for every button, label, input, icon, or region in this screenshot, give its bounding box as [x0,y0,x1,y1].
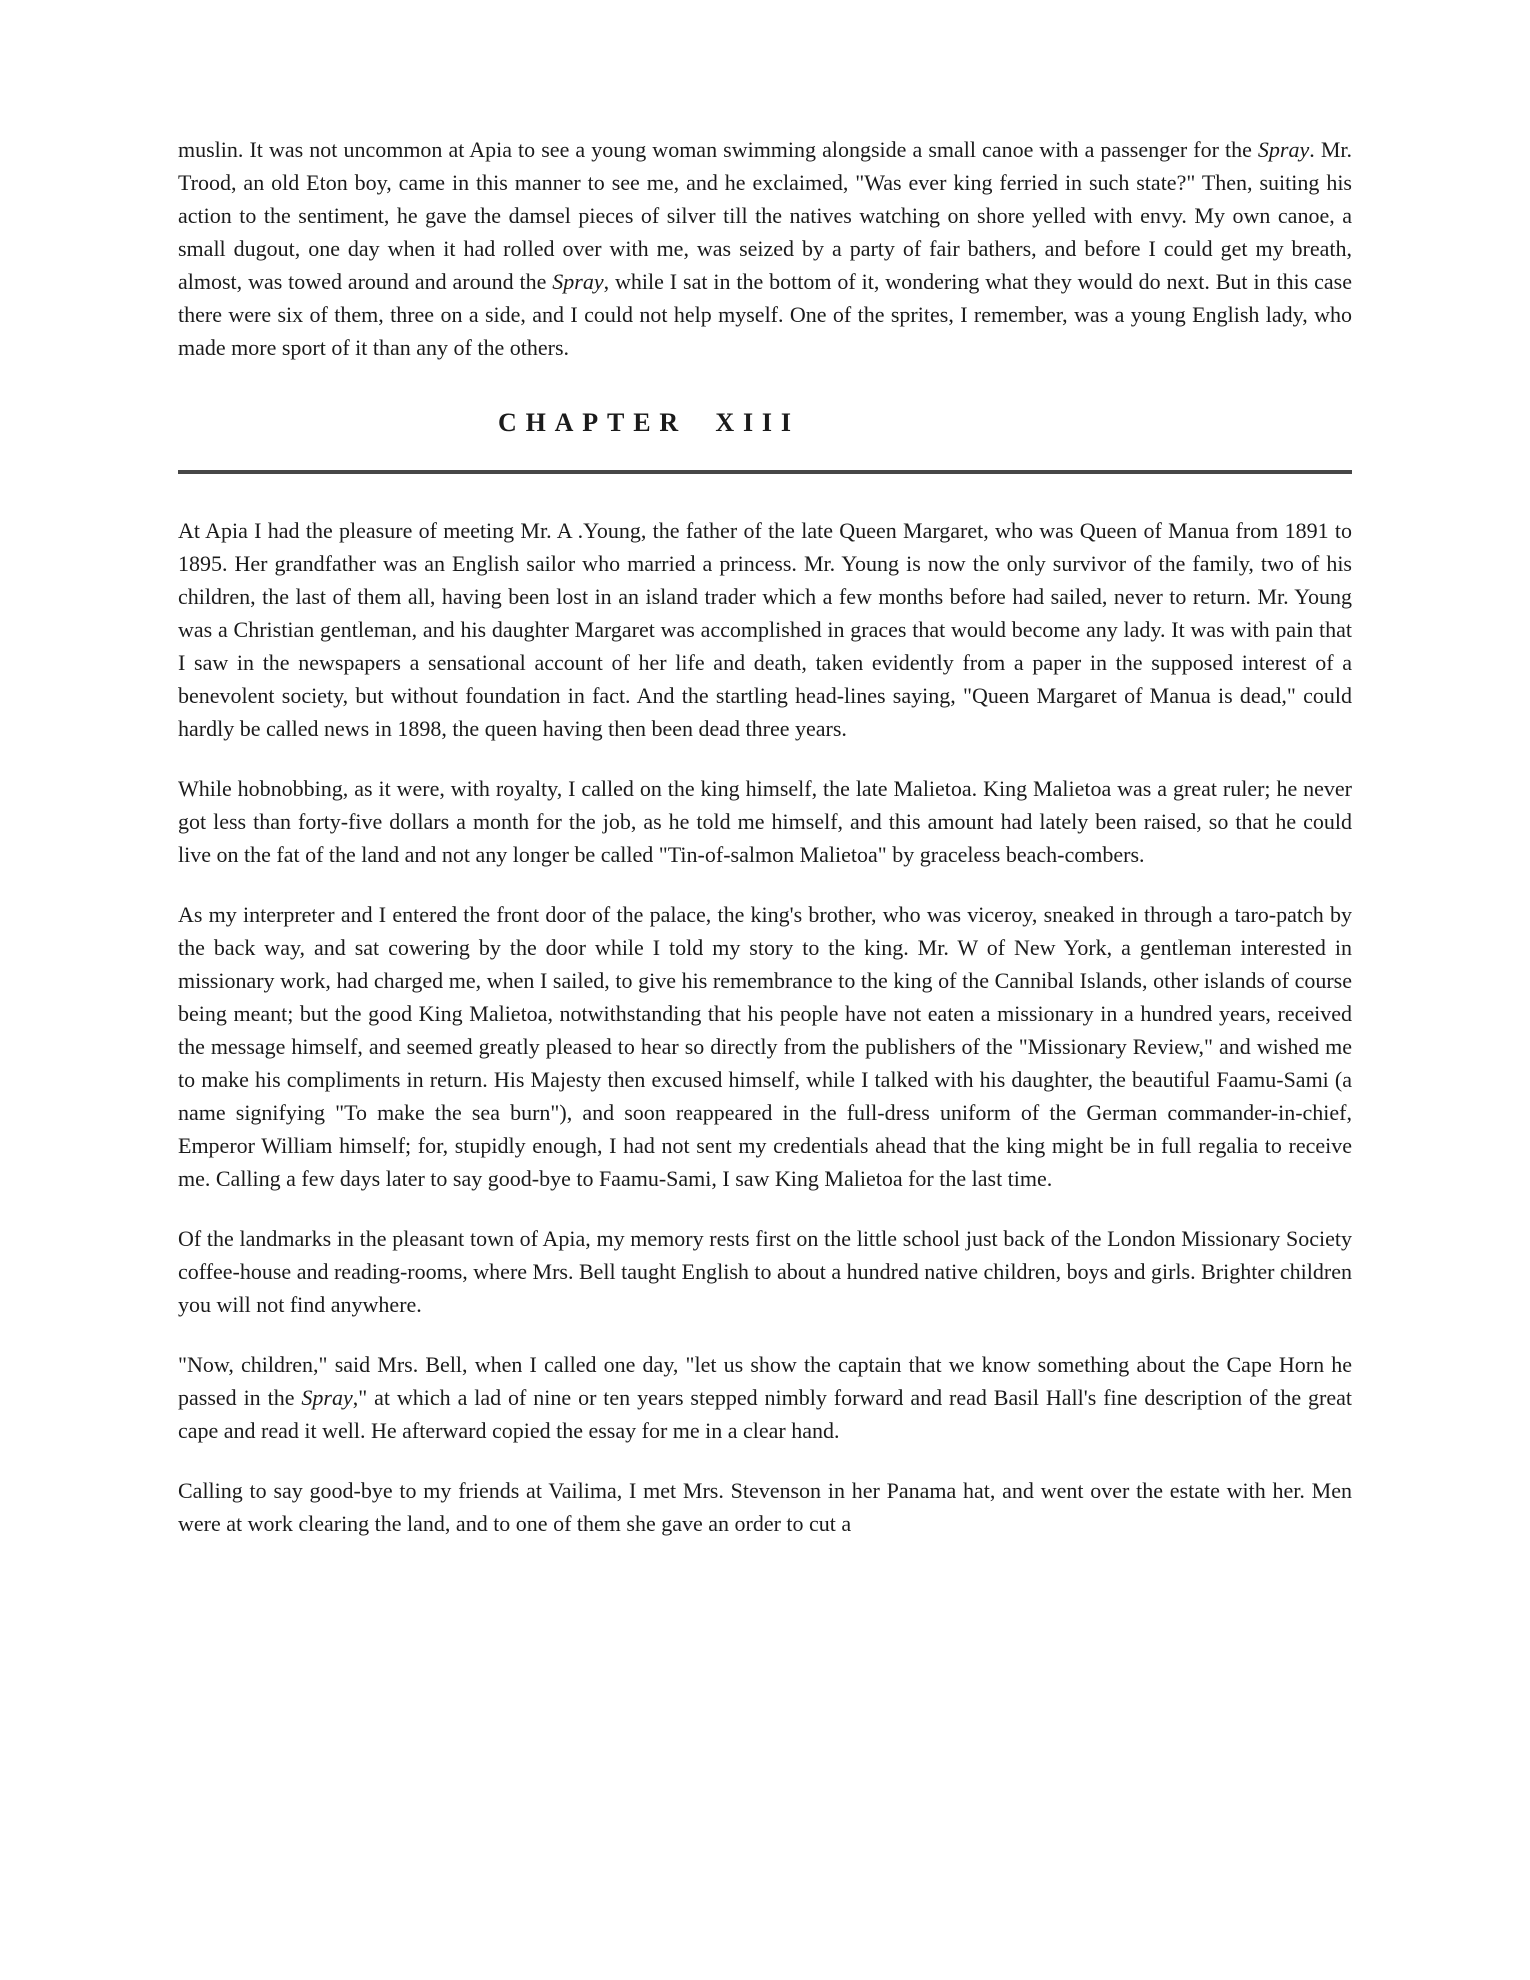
paragraph-2: While hobnobbing, as it were, with royalty, I called on the king himself, the late Malietoa. King Malietoa was a great ruler; he never got less than forty-five dollars a month for the job, as he told me himself, and this amount had lately been raised, so that he could live on the fat of the land and not any longer be called "Tin-of-salmon Malietoa" by graceless beach-combers. [178,776,1352,867]
chapter-heading: CHAPTER XIII [498,408,800,437]
chapter-divider [178,470,1352,474]
lead-paragraph: muslin. It was not uncommon at Apia to see a young woman swimming alongside a small canoe with a passenger for the Spray. Mr. Trood, an old Eton boy, came in this manner to see me, and he exclaimed, "Was ever king ferried in such state?" Then, suiting his action to the sentiment, he gave the damsel pieces of silver till the natives watching on shore yelled with envy. My own canoe, a small dugout, one day when it had rolled over with me, was seized by a party of fair bathers, and before I could get my breath, almost, was towed around and around the Spray, while I sat in the bottom of it, wondering what they would do next. But in this case there were six of them, three on a side, and I could not help myself. One of the sprites, I remember, was a young English lady, who made more sport of it than any of the others. [178,137,1352,360]
paragraph-1: At Apia I had the pleasure of meeting Mr. A .Young, the father of the late Queen Margaret, who was Queen of Manua from 1891 to 1895. Her grandfather was an English sailor who married a princess. Mr. Young is now the only survivor of the family, two of his children, the last of them all, having been lost in an island trader which a few months before had sailed, never to return. Mr. Young was a Christian gentleman, and his daughter Margaret was accomplished in graces that would become any lady. It was with pain that I saw in the newspapers a sensational account of her life and death, taken evidently from a paper in the supposed interest of a benevolent society, but without foundation in fact. And the startling head-lines saying, "Queen Margaret of Manua is dead," could hardly be called news in 1898, the queen having then been dead three years. [178,518,1352,741]
paragraph-6: Calling to say good-bye to my friends at Vailima, I met Mrs. Stevenson in her Panama hat, and went over the estate with her. Men were at work clearing the land, and to one of them she gave an order to cut a [178,1478,1352,1536]
paragraph-3: As my interpreter and I entered the front door of the palace, the king's brother, who was viceroy, sneaked in through a taro-patch by the back way, and sat cowering by the door while I told my story to the king. Mr. W of New York, a gentleman interested in missionary work, had charged me, when I sailed, to give his remembrance to the king of the Cannibal Islands, other islands of course being meant; but the good King Malietoa, notwithstanding that his people have not eaten a missionary in a hundred years, received the message himself, and seemed greatly pleased to hear so directly from the publishers of the "Missionary Review," and wished me to make his compliments in return. His Majesty then excused himself, while I talked with his daughter, the beautiful Faamu-Sami (a name signifying "To make the sea burn"), and soon reappeared in the full-dress uniform of the German commander-in-chief, Emperor William himself; for, stupidly enough, I had not sent my credentials ahead that the king might be in full regalia to receive me. Calling a few days later to say good-bye to Faamu-Sami, I saw King Malietoa for the last time. [178,902,1352,1191]
paragraph-4: Of the landmarks in the pleasant town of Apia, my memory rests first on the little school just back of the London Missionary Society coffee-house and reading-rooms, where Mrs. Bell taught English to about a hundred native children, boys and girls. Brighter children you will not find anywhere. [178,1226,1352,1317]
paragraph-5: "Now, children," said Mrs. Bell, when I called one day, "let us show the captain that we know something about the Cape Horn he passed in the Spray," at which a lad of nine or ten years stepped nimbly forward and read Basil Hall's fine description of the great cape and read it well. He afterward copied the essay for me in a clear hand. [178,1352,1352,1443]
